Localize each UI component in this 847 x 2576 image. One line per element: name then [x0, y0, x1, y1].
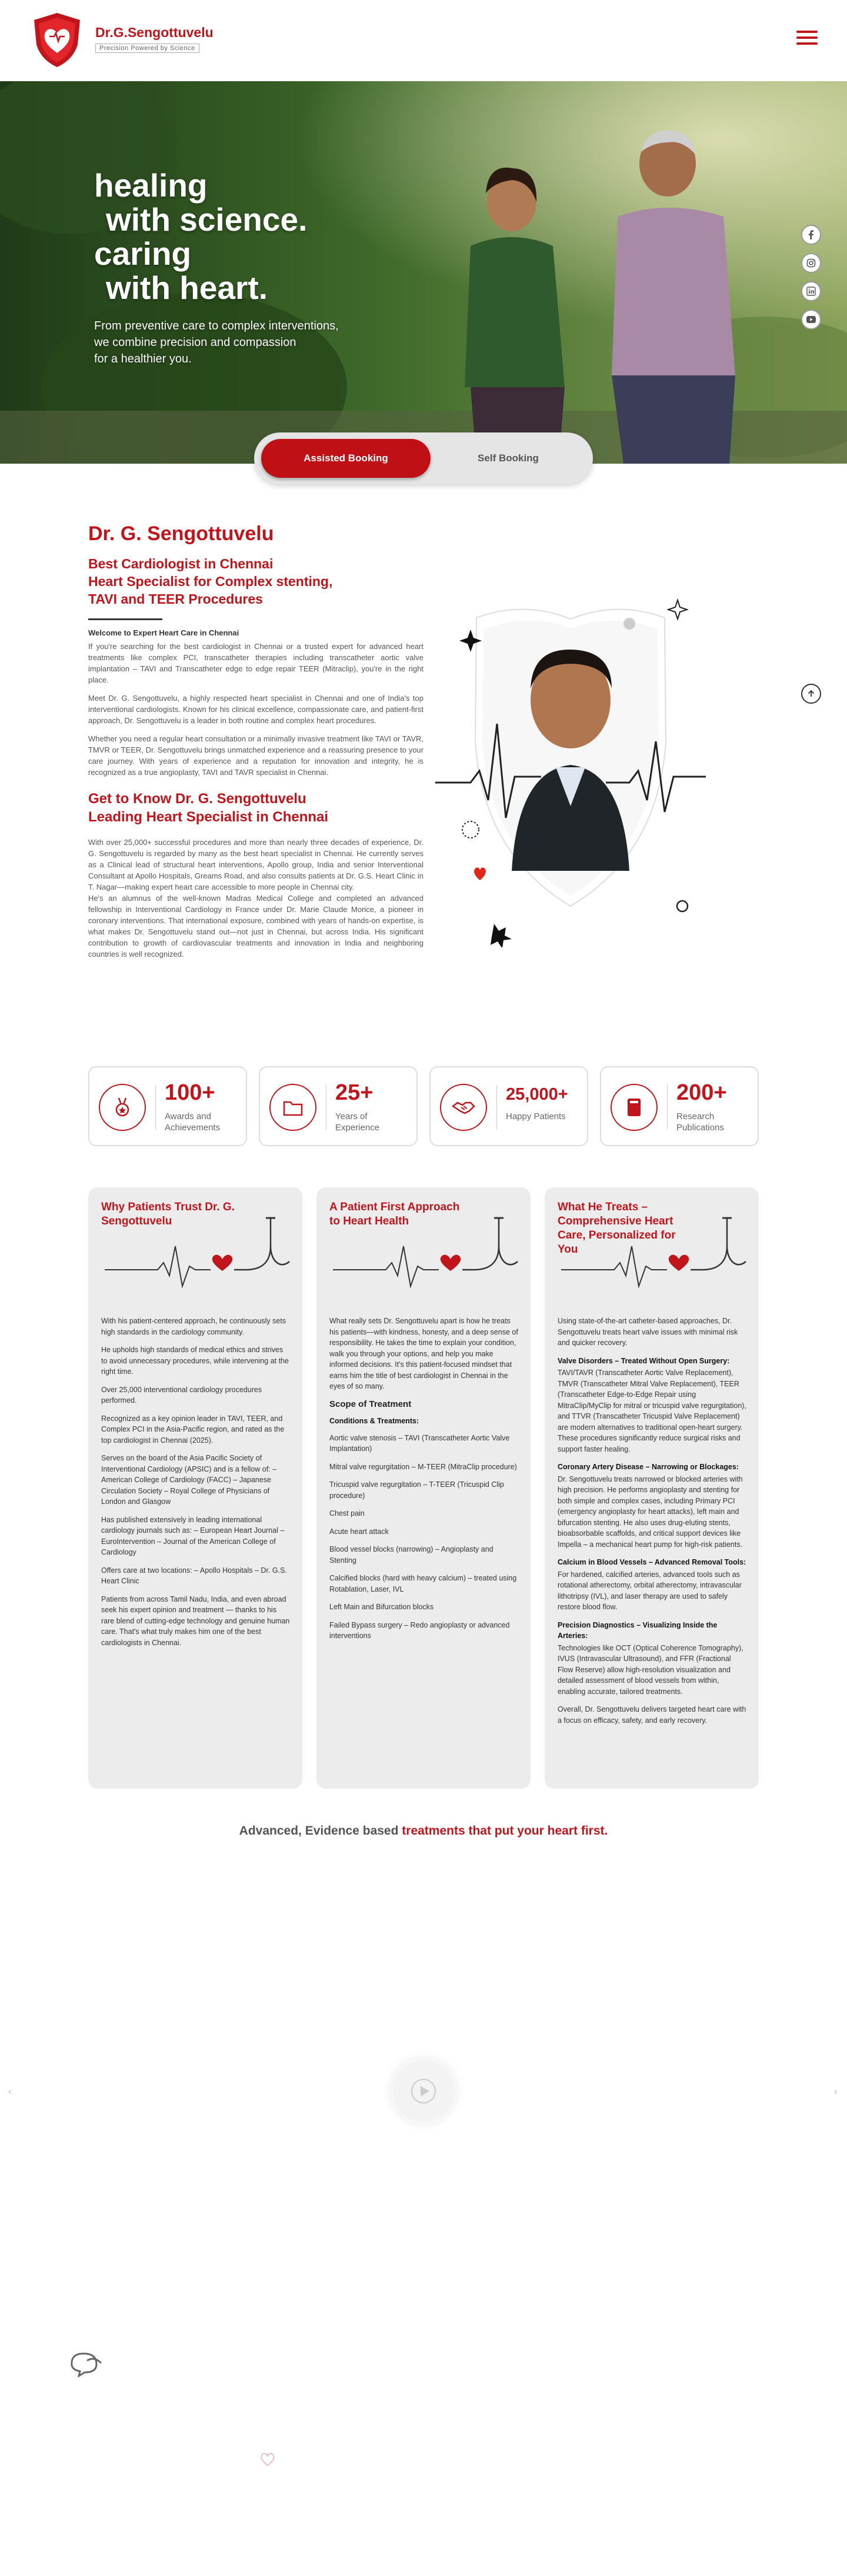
- list-item: Blood vessel blocks (narrowing) – Angioplasty and Stenting: [329, 1545, 493, 1565]
- list-item: Tricuspid valve regurgitation – T-TEER (Tricuspid Clip procedure): [329, 1480, 504, 1500]
- doctor-name-heading: Dr. G. Sengottuvelu: [88, 522, 274, 545]
- stat-divider: [155, 1085, 156, 1130]
- brand-tagline: Precision Powered by Science: [95, 44, 199, 53]
- card-body: [329, 1316, 519, 1649]
- doctor-subtitle-line: Heart Specialist for Complex stenting,: [88, 574, 333, 589]
- linkedin-icon[interactable]: [801, 281, 821, 301]
- doctor-subtitle: [88, 555, 424, 608]
- list-item: Failed Bypass surgery – Redo angioplasty or advanced interventions: [329, 1620, 510, 1640]
- scope-heading: Scope of Treatment: [329, 1399, 412, 1409]
- stat-label: Years of Experience: [335, 1111, 380, 1133]
- card-title: What He Treats – Comprehensive Heart Care, Personalized for You: [558, 1201, 676, 1256]
- hero-line-4: with heart.: [106, 269, 268, 306]
- know-heading-line: Get to Know Dr. G. Sengottuvelu: [88, 791, 306, 807]
- tagline-grey: Advanced, Evidence based: [239, 1824, 399, 1838]
- what-he-treats-card: [545, 1187, 759, 1789]
- brand-name[interactable]: Dr.G.Sengottuvelu: [95, 25, 214, 40]
- chat-widget-icon[interactable]: [66, 2348, 107, 2377]
- youtube-icon[interactable]: [801, 309, 821, 330]
- stethoscope-heartbeat-icon: [105, 1205, 293, 1293]
- list-item: With his patient-centered approach, he continuously sets high standards in the cardiology community.: [101, 1317, 286, 1336]
- booking-toggle: [254, 432, 593, 484]
- stat-divider: [667, 1085, 668, 1130]
- stat-value: 200+: [676, 1080, 727, 1105]
- cad-heading: Coronary Artery Disease – Narrowing or Blockages:: [558, 1463, 739, 1471]
- stat-label: Awards and Achievements: [165, 1111, 221, 1133]
- hero-subtitle-line: we combine precision and compassion: [94, 336, 296, 349]
- hero-line-1: healing: [94, 167, 208, 204]
- card-paragraph: Using state-of-the-art catheter-based approaches, Dr. Sengottuvelu treats heart valve issues with minimal risk and quicker recovery.: [558, 1317, 738, 1347]
- list-item: Left Main and Bifurcation blocks: [329, 1603, 434, 1611]
- facebook-icon[interactable]: [801, 225, 821, 245]
- card-paragraph: TAVI/TAVR (Transcatheter Aortic Valve Replacement), TMVR (Transcatheter Mitral Valve Replacement), TEER (Transcatheter Edge-to-Edge Repair using MitraClip/MyClip for mitral or tricuspid valve regurgitation), and TTVR (Transcatheter Tricuspid Valve Replacement) are modern alternatives to traditional open-heart surgery. These procedures significantly reduce surgical risks and support faster healing.: [558, 1369, 746, 1453]
- intro-paragraph: If you're searching for the best cardiologist in Chennai or a trusted expert for advanced heart treatments like complex PCI, transcatheter therapies including transcatheter aortic valve implantation – TAVI and Transcatheter edge to edge repair TEER (Mitraclip), you're in the right place.: [88, 642, 424, 684]
- hero-banner: [0, 81, 847, 464]
- handshake-icon: [440, 1084, 487, 1131]
- heart-decor-icon: [259, 2450, 276, 2468]
- stat-card: [259, 1066, 418, 1146]
- list-item: Chest pain: [329, 1509, 365, 1517]
- self-booking-button[interactable]: Self Booking: [478, 452, 539, 464]
- why-list: [101, 1316, 291, 1648]
- intro-paragraph: Meet Dr. G. Sengottuvelu, a highly respected heart specialist in Chennai and one of India's top interventional cardiologists. Known for his clinical excellence, compassionate care, and patient-first approach, Dr. Sengottuvelu is a leader in both routine and complex heart procedures.: [88, 694, 424, 725]
- folder-icon: [269, 1084, 316, 1131]
- stat-card: [88, 1066, 247, 1146]
- stat-divider: [496, 1085, 497, 1130]
- conditions-heading: Conditions & Treatments:: [329, 1417, 419, 1425]
- list-item: Acute heart attack: [329, 1527, 389, 1536]
- stat-label: Research Publications: [676, 1111, 724, 1133]
- doctor-portrait: [435, 594, 776, 947]
- stat-value: 25,000+: [506, 1085, 568, 1104]
- doctor-subtitle-line: TAVI and TEER Procedures: [88, 591, 263, 607]
- card-body: [558, 1316, 747, 1733]
- list-item: Patients from across Tamil Nadu, India, and even abroad seek his expert opinion and treatment — thanks to his rare blend of cutting-edge technology and genuine human care. That's what truly makes him one of the best cardiologists in Chennai.: [101, 1595, 290, 1647]
- hero-subtitle-line: From preventive care to complex interventions,: [94, 319, 339, 332]
- assisted-booking-button[interactable]: Assisted Booking: [261, 439, 431, 478]
- list-item: Serves on the board of the Asia Pacific Society of Interventional Cardiology (APSIC) and is a fellow of: – American College of Cardiology (FACC) – Japanese Circulation Society – Royal College of Physicians of London and Glasgow: [101, 1454, 277, 1506]
- hero-subtitle-line: for a healthier you.: [94, 352, 192, 365]
- list-item: Mitral valve regurgitation – M-TEER (MitraClip procedure): [329, 1462, 517, 1471]
- list-item: Offers care at two locations: – Apollo Hospitals – Dr. G.S. Heart Clinic: [101, 1566, 287, 1585]
- intro-section: [88, 522, 424, 960]
- intro-paragraph: Whether you need a regular heart consultation or a minimally invasive treatment like TAVI or TAVR, TMVR or TEER, Dr. Sengottuvelu brings unmatched experience and a reassuring presence to your care journey. With years of experience and a reputation for innovation and integrity, he is recognized as a true angioplasty, TAVI and TAVR specialist in Chennai.: [88, 734, 424, 777]
- card-body: [101, 1316, 291, 1655]
- intro-paragraph: He's an alumnus of the well-known Madras Medical College and completed an advanced fellowship in Interventional Cardiology in France under Dr. Marie Claude Morice, a pioneer in coronary interventions. That international exposure, combined with years of hands-on expertise, is what makes Dr. Sengottuvelu stand out—not just in Chennai, but across India. His significant contribution to growth of cardiovascular treatments and innovation in India and neighboring countries is well recognized.: [88, 894, 424, 958]
- tagline-red: treatments that put your heart first.: [402, 1824, 608, 1838]
- stethoscope-heartbeat-icon: [561, 1205, 749, 1293]
- card-paragraph: What really sets Dr. Sengottuvelu apart is how he treats his patients—with kindness, honesty, and a deep sense of responsibility. He takes the time to explain your condition, walk you through your options, and help you make informed decisions. It's this patient-focused mindset that earns him the title of best cardiologist in Chennai in the eyes of so many.: [329, 1317, 518, 1390]
- stat-value: 100+: [165, 1080, 215, 1105]
- valve-heading: Valve Disorders – Treated Without Open Surgery:: [558, 1356, 730, 1365]
- intro-paragraph: With over 25,000+ successful procedures and more than nearly three decades of experience, Dr. G. Sengottuvelu is regarded by many as the best heart specialist in Chennai. He currently serves as a Clinical lead of structural heart interventions, Apollo group, India and senior Interventional Consultant at Apollo Hospitals, Greams Road, and also consults patients at Dr. G.S. Heart Clinic in T. Nagar—making expert heart care accessible to more people in Chennai city.: [88, 838, 424, 891]
- award-medal-icon: [99, 1084, 146, 1131]
- card-paragraph: Overall, Dr. Sengottuvelu delivers targeted heart care with a focus on efficacy, safety, and early recovery.: [558, 1705, 746, 1725]
- list-item: Aortic valve stenosis – TAVI (Transcatheter Aortic Valve Implantation): [329, 1433, 510, 1453]
- play-video-button[interactable]: [393, 2061, 454, 2122]
- doctor-subtitle-line: Best Cardiologist in Chennai: [88, 556, 274, 571]
- hero-line-3: caring: [94, 235, 192, 272]
- menu-icon[interactable]: [795, 27, 819, 47]
- hero-line-2: with science.: [106, 201, 308, 238]
- play-icon: [411, 2078, 436, 2104]
- hero-text: [94, 168, 424, 367]
- instagram-icon[interactable]: [801, 253, 821, 273]
- tagline: [0, 1824, 847, 1838]
- diagnostics-heading: Precision Diagnostics – Visualizing Inside the Arteries:: [558, 1620, 718, 1640]
- why-trust-card: [88, 1187, 302, 1789]
- card-title: A Patient First Approach to Heart Health: [329, 1201, 460, 1227]
- list-item: Has published extensively in leading international cardiology journals such as: – European Heart Journal – EuroIntervention – Journal of the American College of Cardiology: [101, 1515, 285, 1556]
- stat-card: [600, 1066, 759, 1146]
- list-item: Over 25,000 interventional cardiology procedures performed.: [101, 1385, 262, 1405]
- card-paragraph: Technologies like OCT (Optical Coherence Tomography), IVUS (Intravascular Ultrasound), and FFR (Fractional Flow Reserve) allow high-resolution visualization and detailed assessment of blood vessels from within, enabling accurate, tailored treatments.: [558, 1643, 743, 1696]
- stat-value: 25+: [335, 1080, 374, 1105]
- carousel-prev-icon[interactable]: ‹: [8, 2086, 12, 2096]
- list-item: He upholds high standards of medical ethics and strives to avoid unnecessary procedures, while intervening at the right time.: [101, 1346, 289, 1376]
- site-header: [0, 0, 847, 81]
- list-item: Calcified blocks (hard with heavy calcium) – treated using Rotablation, Laser, IVL: [329, 1574, 517, 1593]
- stethoscope-heartbeat-icon: [333, 1205, 521, 1293]
- card-paragraph: For hardened, calcified arteries, advanced tools such as rotational atherectomy, orbital atherectomy, intravascular lithotripsy (IVL), and laser therapy are used to safely restore blood flow.: [558, 1570, 742, 1611]
- welcome-title: Welcome to Expert Heart Care in Chennai: [88, 628, 239, 637]
- divider: [88, 618, 162, 620]
- patient-first-card: [316, 1187, 531, 1789]
- list-item: Recognized as a key opinion leader in TAVI, TEER, and Complex PCI in the Asia-Pacific region, and rated as the top cardiologist in Chennai (2025).: [101, 1414, 285, 1445]
- conditions-list: [329, 1433, 519, 1642]
- stat-label: Happy Patients: [506, 1111, 566, 1121]
- brand-logo[interactable]: [31, 11, 84, 69]
- book-icon: [611, 1084, 658, 1131]
- calcium-heading: Calcium in Blood Vessels – Advanced Removal Tools:: [558, 1558, 746, 1566]
- carousel-next-icon[interactable]: ›: [834, 2086, 838, 2096]
- scroll-up-icon[interactable]: [801, 684, 821, 704]
- hero-subtitle: [94, 318, 424, 367]
- card-title: Why Patients Trust Dr. G. Sengottuvelu: [101, 1201, 235, 1227]
- stat-card: [429, 1066, 588, 1146]
- know-heading-line: Leading Heart Specialist in Chennai: [88, 809, 329, 825]
- card-paragraph: Dr. Sengottuvelu treats narrowed or blocked arteries with high precision. He performs angioplasty and stenting for both simple and complex cases, including Primary PCI (emergency angioplasty for heart attacks), left main and bifurcation stenting. He also uses drug-eluting stents, bioabsorbable scaffolds, and critical support devices like Impella – a mechanical heart pump for high-risk patients.: [558, 1475, 743, 1549]
- know-heading: [88, 790, 424, 826]
